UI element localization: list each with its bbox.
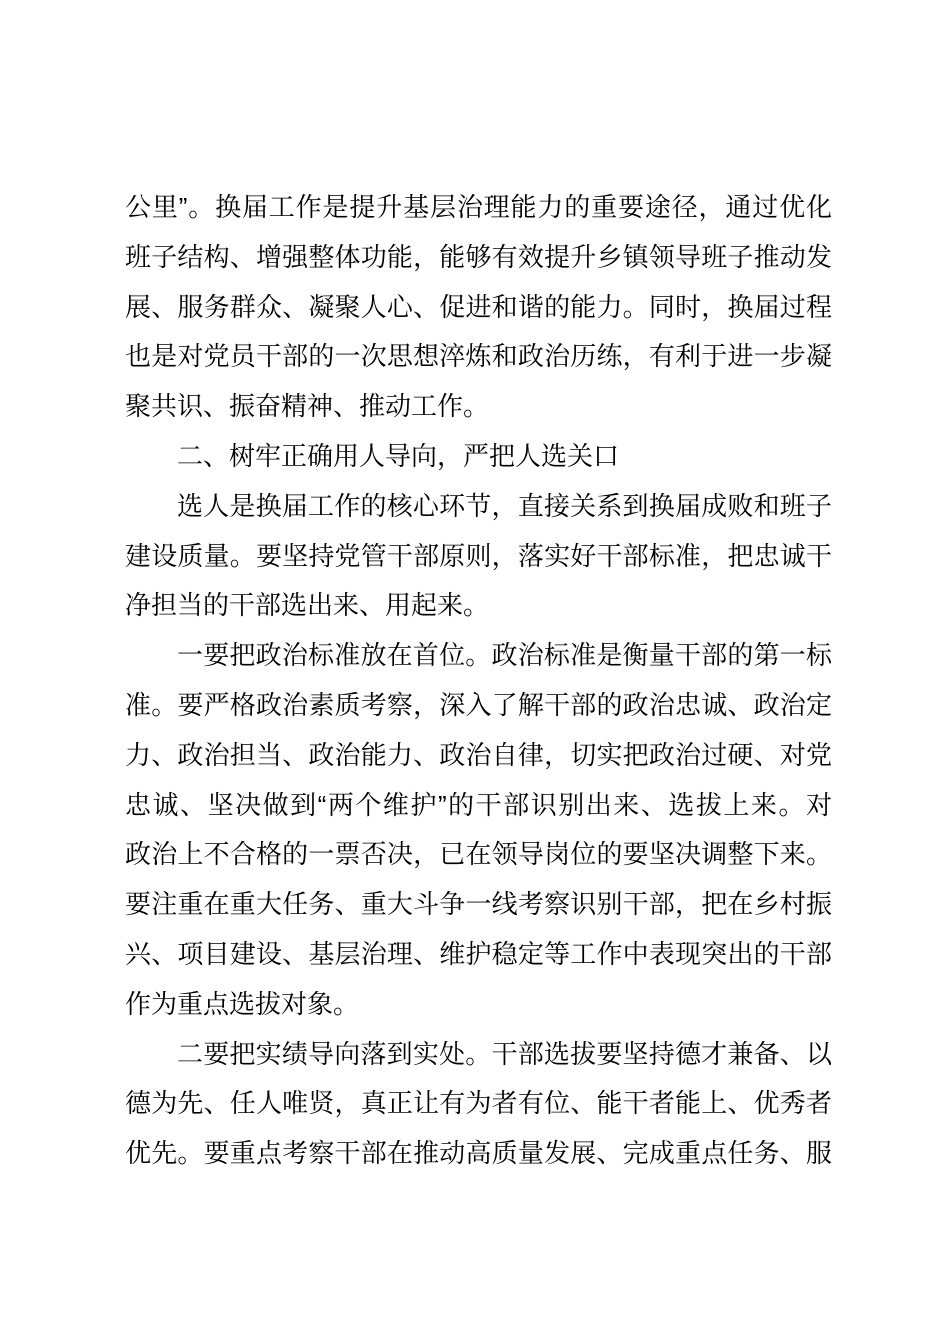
text-line: 二要把实绩导向落到实处。干部选拔要坚持德才兼备、以 — [177, 1038, 832, 1069]
text-line: 建设质量。要坚持党管干部原则，落实好干部标准，把忠诚干 — [125, 540, 832, 571]
text-line: 净担当的干部选出来、用起来。 — [125, 590, 490, 621]
document-text-block — [125, 183, 832, 1179]
text-line: 展、服务群众、凝聚人心、促进和谐的能力。同时，换届过程 — [125, 291, 832, 322]
text-line: 优先。要重点考察干部在推动高质量发展、完成重点任务、服 — [125, 1138, 832, 1169]
section-heading: 二、树牢正确用人导向，严把人选关口 — [177, 440, 620, 471]
text-line: 也是对党员干部的一次思想淬炼和政治历练，有利于进一步凝 — [125, 341, 832, 372]
text-line: 班子结构、增强整体功能，能够有效提升乡镇领导班子推动发 — [125, 241, 832, 272]
text-line: 政治上不合格的一票否决，已在领导岗位的要坚决调整下来。 — [125, 839, 832, 870]
text-line: 选人是换届工作的核心环节，直接关系到换届成败和班子 — [177, 490, 832, 521]
text-line: 要注重在重大任务、重大斗争一线考察识别干部，把在乡村振 — [125, 889, 832, 920]
text-line: 一要把政治标准放在首位。政治标准是衡量干部的第一标 — [177, 640, 832, 671]
text-line: 德为先、任人唯贤，真正让有为者有位、能干者能上、优秀者 — [125, 1088, 832, 1119]
text-line: 兴、项目建设、基层治理、维护稳定等工作中表现突出的干部 — [125, 938, 832, 969]
text-line: 准。要严格政治素质考察，深入了解干部的政治忠诚、政治定 — [125, 689, 832, 720]
text-line: 公里”。换届工作是提升基层治理能力的重要途径，通过优化 — [125, 192, 832, 222]
text-line: 忠诚、坚决做到“两个维护”的干部识别出来、选拔上来。对 — [125, 789, 832, 820]
text-line: 力、政治担当、政治能力、政治自律，切实把政治过硬、对党 — [125, 739, 832, 770]
text-line: 作为重点选拔对象。 — [125, 988, 360, 1019]
text-line: 聚共识、振奋精神、推动工作。 — [125, 391, 490, 422]
